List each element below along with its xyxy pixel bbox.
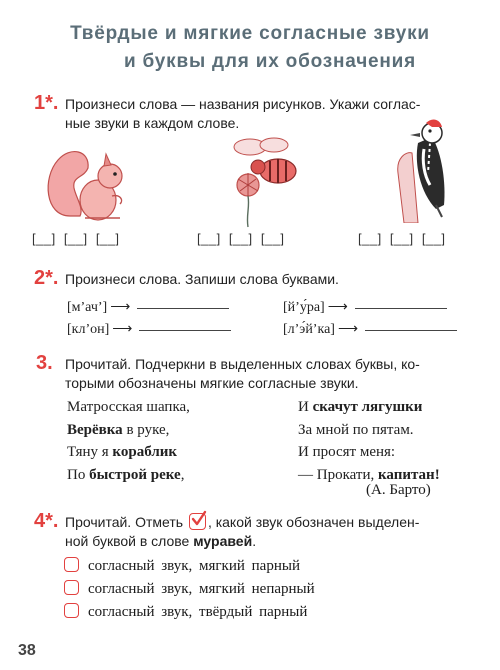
- poem-line: — Прокати, капитан!: [298, 466, 440, 483]
- woodpecker-picture: [384, 113, 464, 223]
- task4-number: 4*.: [34, 510, 59, 532]
- task2-row1-right: [283, 299, 447, 316]
- task3-text-line1: Прочитай. Подчеркни в выделенных словах буквы, ко-: [65, 356, 420, 372]
- poem-line: Матросская шапка,: [67, 399, 190, 415]
- option-1[interactable]: согласный звук, мягкий парный: [64, 557, 300, 575]
- checkbox[interactable]: [64, 603, 79, 618]
- task1-text-line1: Произнеси слова — названия рисунков. Укажи соглас-: [65, 96, 421, 112]
- option-3[interactable]: согласный звук, твёрдый парный: [64, 603, 307, 621]
- arrow-icon: ⟶: [110, 300, 131, 315]
- task1-answer-brackets-2[interactable]: [__] [__] [__]: [197, 231, 285, 246]
- page-title-line2: и буквы для их обозначения: [123, 51, 417, 72]
- option-2[interactable]: согласный звук, мягкий непарный: [64, 580, 315, 598]
- task2-row1-left: [67, 299, 229, 316]
- poem-line: Верёвка в руке,: [67, 421, 170, 438]
- bee-picture: [228, 135, 303, 230]
- transcription: [л’э́й’ка]: [283, 322, 335, 337]
- transcription: [й’у́ра]: [283, 300, 325, 315]
- task2-row2-right: [283, 321, 457, 338]
- poem-author: (А. Барто): [366, 482, 431, 498]
- task4-text-line1: Прочитай. Отметь , какой звук обозначен выделен-: [65, 514, 420, 530]
- answer-line[interactable]: [355, 308, 447, 309]
- transcription: [кл’он]: [67, 322, 110, 337]
- task2-number: 2*.: [34, 267, 59, 289]
- answer-line[interactable]: [365, 330, 457, 331]
- arrow-icon: ⟶: [112, 322, 133, 337]
- arrow-icon: ⟶: [327, 300, 348, 315]
- poem-line: По быстрой реке,: [67, 466, 185, 483]
- page-number: 38: [18, 642, 36, 659]
- task1-answer-brackets-3[interactable]: [__] [__] [__]: [358, 231, 446, 246]
- answer-line[interactable]: [139, 330, 231, 331]
- task3-text-line2: торыми обозначены мягкие согласные звуки.: [65, 375, 359, 391]
- highlighted-word: муравей: [193, 533, 253, 549]
- poem-line: Тяну я кораблик: [67, 444, 178, 460]
- task3-number: 3.: [36, 352, 53, 374]
- task2-row2-left: [67, 321, 231, 338]
- checkmark-icon: [189, 513, 206, 530]
- task4-text-line2: ной буквой в слове муравей.: [65, 533, 257, 549]
- transcription: [м’ач’]: [67, 300, 108, 315]
- arrow-icon: ⟶: [337, 322, 359, 337]
- checkbox[interactable]: [64, 557, 79, 572]
- squirrel-picture: [40, 138, 135, 228]
- task1-answer-brackets-1[interactable]: [__] [__] [__]: [32, 231, 120, 246]
- poem-line: И скачут лягушки: [298, 399, 423, 415]
- poem-right-column: [298, 396, 440, 486]
- checkbox[interactable]: [64, 580, 79, 595]
- poem-line: За мной по пятам.: [298, 421, 414, 438]
- poem-line: И просят меня:: [298, 444, 396, 460]
- poem-left-column: [67, 396, 190, 486]
- task1-text-line2: ные звуки в каждом слове.: [65, 115, 240, 131]
- task2-text: Произнеси слова. Запиши слова буквами.: [65, 271, 339, 287]
- answer-line[interactable]: [137, 308, 229, 309]
- task1-number: 1*.: [34, 92, 59, 114]
- page-title-line1: Твёрдые и мягкие согласные звуки: [70, 23, 430, 44]
